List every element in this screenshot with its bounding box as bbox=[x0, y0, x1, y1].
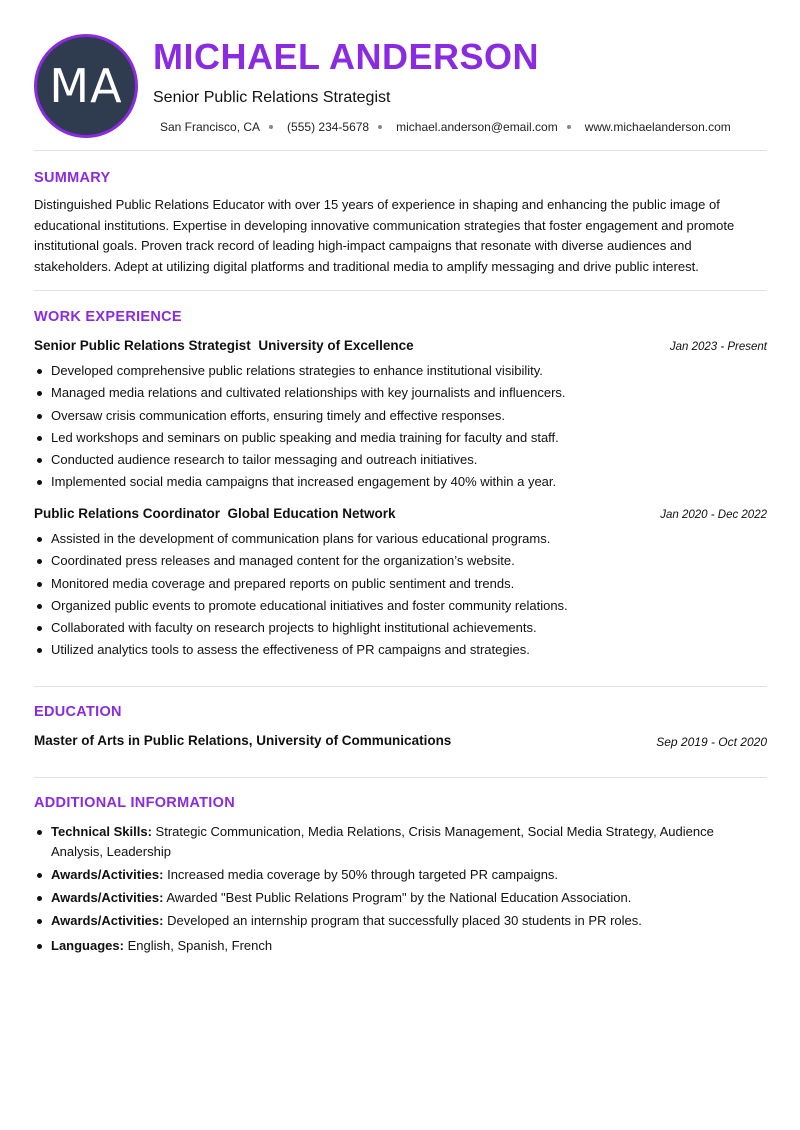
job-bullets bbox=[34, 528, 767, 662]
education-degree: Master of Arts in Public Relations, University of Communications bbox=[34, 733, 452, 748]
item-text: Increased media coverage by 50% through targeted PR campaigns. bbox=[167, 866, 559, 882]
list-item bbox=[34, 911, 744, 931]
education-heading: EDUCATION bbox=[34, 704, 122, 720]
item-label: Languages: bbox=[51, 938, 124, 953]
item-text: Awarded "Best Public Relations Program" by the National Education Association. bbox=[166, 889, 632, 905]
list-item: Utilized analytics tools to assess the effectiveness of PR campaigns and strategies. bbox=[34, 639, 767, 661]
item-label: Awards/Activities: bbox=[51, 866, 164, 882]
divider bbox=[34, 686, 767, 687]
item-label: Awards/Activities: bbox=[51, 889, 164, 905]
list-item: Led workshops and seminars on public speaking and media training for faculty and staff. bbox=[34, 427, 767, 449]
job-role: Senior Public Relations Strategist bbox=[34, 338, 251, 353]
job-role: Public Relations Coordinator bbox=[34, 506, 221, 521]
job-dates: Jan 2023 - Present bbox=[669, 341, 767, 353]
contact-bar bbox=[160, 120, 731, 134]
list-item: Implemented social media campaigns that increased engagement by 40% within a year. bbox=[34, 471, 767, 493]
item-text: Strategic Communication, Media Relations, Crisis Management, Social Media Strategy, Audience Analysis, Leadership bbox=[51, 824, 714, 859]
list-item: Organized public events to promote educational initiatives and foster community relations. bbox=[34, 595, 767, 617]
divider bbox=[34, 290, 767, 291]
divider bbox=[34, 777, 767, 778]
job-bullets bbox=[34, 360, 767, 494]
job-dates: Jan 2020 - Dec 2022 bbox=[660, 509, 767, 521]
item-label: Technical Skills: bbox=[51, 824, 152, 839]
summary-heading: SUMMARY bbox=[34, 170, 111, 186]
contact-website[interactable]: www.michaelanderson.com bbox=[584, 120, 731, 134]
list-item: Collaborated with faculty on research projects to highlight institutional achievements. bbox=[34, 617, 767, 639]
education-dates: Sep 2019 - Oct 2020 bbox=[656, 735, 767, 749]
job-header bbox=[34, 506, 767, 521]
job-organization: University of Excellence bbox=[258, 338, 414, 353]
list-item: Conducted audience research to tailor messaging and outreach initiatives. bbox=[34, 449, 767, 471]
job-organization: Global Education Network bbox=[227, 506, 396, 521]
contact-phone: (555) 234-5678 bbox=[287, 120, 370, 134]
candidate-name: MICHAEL ANDERSON bbox=[153, 36, 540, 77]
avatar-initials: MA bbox=[49, 59, 123, 113]
contact-email[interactable]: michael.anderson@email.com bbox=[396, 120, 558, 134]
candidate-title: Senior Public Relations Strategist bbox=[153, 89, 391, 106]
summary-text: Distinguished Public Relations Educator with over 15 years of experience in shaping and enhancing the public image of educational institutions. Expertise in developing innovative communication strategies that foster engagement and promote institutional goals. Proven track record of leading high-impact campaigns that resonate with diverse audiences and stakeholders. Adept at utilizing digital platforms and traditional media to amplify messaging and drive public interest. bbox=[34, 197, 735, 274]
item-text: Developed an internship program that successfully placed 30 students in PR roles. bbox=[167, 912, 642, 928]
work-experience-heading: WORK EXPERIENCE bbox=[34, 309, 182, 325]
list-item: Coordinated press releases and managed content for the organization’s website. bbox=[34, 550, 767, 572]
list-item bbox=[34, 936, 744, 956]
list-item: Monitored media coverage and prepared reports on public sentiment and trends. bbox=[34, 573, 767, 595]
avatar bbox=[34, 34, 138, 138]
item-text: English, Spanish, French bbox=[127, 938, 273, 953]
separator-dot-icon bbox=[567, 125, 571, 129]
job-header bbox=[34, 338, 767, 353]
contact-location: San Francisco, CA bbox=[160, 120, 261, 134]
list-item bbox=[34, 822, 744, 861]
list-item bbox=[34, 865, 744, 885]
separator-dot-icon bbox=[378, 125, 382, 129]
list-item: Assisted in the development of communication plans for various educational programs. bbox=[34, 528, 767, 550]
additional-information-heading: ADDITIONAL INFORMATION bbox=[34, 795, 235, 811]
list-item: Developed comprehensive public relations strategies to enhance institutional visibility. bbox=[34, 360, 767, 382]
additional-info-list bbox=[34, 822, 744, 959]
divider bbox=[34, 150, 767, 151]
item-label: Awards/Activities: bbox=[51, 912, 164, 928]
list-item bbox=[34, 888, 744, 908]
list-item: Managed media relations and cultivated relationships with key journalists and influencers. bbox=[34, 382, 767, 404]
separator-dot-icon bbox=[269, 125, 273, 129]
list-item: Oversaw crisis communication efforts, ensuring timely and effective responses. bbox=[34, 405, 767, 427]
